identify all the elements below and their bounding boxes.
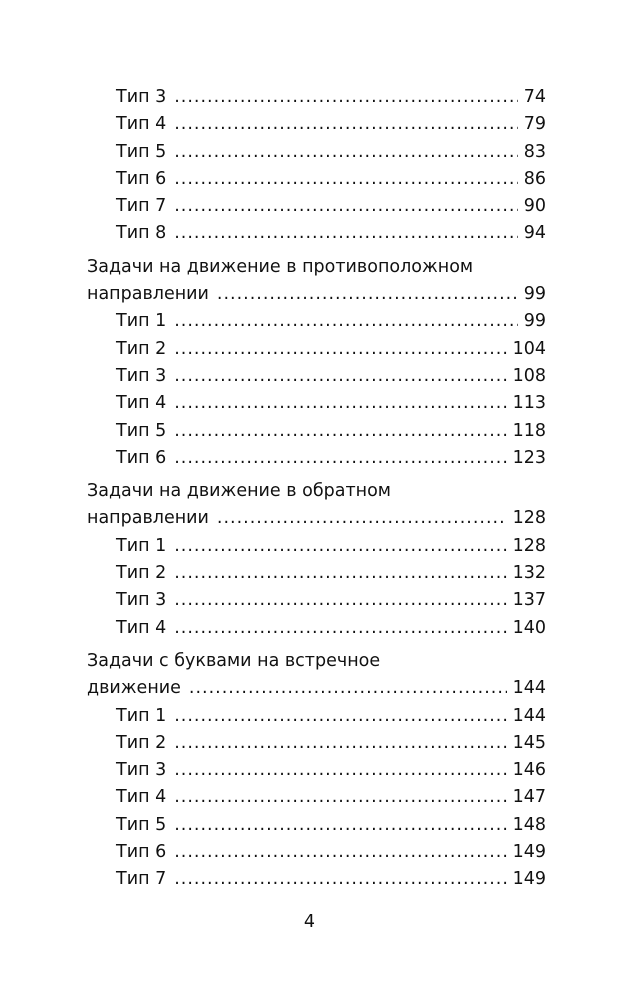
toc-entry-label: Тип 6	[116, 447, 167, 468]
toc-entry	[87, 418, 546, 445]
toc-entry	[87, 166, 546, 193]
toc-entry-page: 149	[512, 842, 546, 863]
toc-entry	[87, 730, 546, 757]
toc-section-heading-line	[87, 281, 546, 308]
toc-entry	[87, 390, 546, 417]
toc-entry	[87, 111, 546, 138]
toc-entry-label: Тип 3	[116, 365, 167, 386]
leader-dots	[189, 675, 507, 702]
toc-entry-page: 137	[512, 590, 546, 611]
leader-dots	[174, 533, 506, 560]
toc-entry	[87, 703, 546, 730]
toc-entry-label: Тип 5	[116, 814, 167, 835]
toc-entry-page: 83	[523, 141, 546, 162]
leader-dots	[174, 363, 506, 390]
leader-dots	[174, 703, 506, 730]
toc-entry-label: Тип 3	[116, 760, 167, 781]
toc-entry-label: Тип 3	[116, 87, 167, 107]
leader-dots	[174, 111, 518, 138]
toc-entry	[87, 560, 546, 587]
toc-entry-label: Тип 7	[116, 869, 167, 890]
toc-entry-page: 74	[523, 87, 546, 107]
toc-entry-page: 128	[512, 535, 546, 556]
toc-entry	[87, 139, 546, 166]
toc-entry-page: 132	[512, 563, 546, 584]
toc-entry-page: 118	[512, 420, 546, 441]
leader-dots	[174, 560, 506, 587]
toc-entry-label: Тип 4	[116, 617, 167, 638]
leader-dots	[174, 730, 506, 757]
leader-dots	[174, 418, 506, 445]
toc-entry-label: Тип 2	[116, 563, 167, 584]
toc-section-opposite-direction	[87, 254, 546, 472]
toc-entry-page: 104	[512, 338, 546, 359]
toc-entry-label: Тип 4	[116, 787, 167, 808]
toc-section-letters-oncoming	[87, 648, 546, 894]
toc-entry	[87, 866, 546, 893]
toc-section-reverse-direction	[87, 478, 546, 642]
toc-section-heading-line	[87, 505, 546, 532]
leader-dots	[174, 587, 506, 614]
toc-entry-page: 140	[512, 617, 546, 638]
leader-dots	[174, 139, 518, 166]
leader-dots	[174, 812, 506, 839]
toc-entry-label: Тип 7	[116, 196, 167, 217]
toc-entry-page: 149	[512, 869, 546, 890]
toc-entry-label: Тип 8	[116, 223, 167, 244]
toc-section-page: 144	[512, 678, 546, 699]
leader-dots	[174, 193, 518, 220]
leader-dots	[217, 505, 507, 532]
leader-dots	[174, 336, 506, 363]
toc-entry-page: 147	[512, 787, 546, 808]
toc-entry-label: Тип 5	[116, 420, 167, 441]
toc-entry-label: Тип 4	[116, 393, 167, 414]
toc-entry-page: 148	[512, 814, 546, 835]
toc-entry-label: Тип 1	[116, 535, 167, 556]
toc-entry	[87, 84, 546, 111]
toc-entry-label: Тип 6	[116, 168, 167, 189]
leader-dots	[174, 615, 506, 642]
leader-dots	[174, 166, 518, 193]
toc-section-page: 128	[512, 508, 546, 529]
toc-entry	[87, 533, 546, 560]
toc-entry-label: Тип 3	[116, 590, 167, 611]
toc-entry-page: 108	[512, 365, 546, 386]
toc-entry	[87, 839, 546, 866]
toc-entry	[87, 220, 546, 247]
toc-section-heading: Задачи с буквами на встречное	[87, 650, 381, 671]
leader-dots	[174, 220, 518, 247]
toc-section-heading: Задачи на движение в обратном	[87, 481, 391, 502]
toc-entry-page: 123	[512, 447, 546, 468]
toc-entry-label: Тип 1	[116, 705, 167, 726]
leader-dots	[174, 784, 506, 811]
toc-entry-label: Тип 2	[116, 338, 167, 359]
toc-entry-page: 144	[512, 705, 546, 726]
toc-entry	[87, 615, 546, 642]
toc-entry	[87, 336, 546, 363]
leader-dots	[174, 390, 506, 417]
toc-entry-label: Тип 4	[116, 114, 167, 135]
leader-dots	[174, 866, 506, 893]
toc-entry-page: 94	[523, 223, 546, 244]
toc-entry	[87, 445, 546, 472]
toc-entry	[87, 193, 546, 220]
toc-entry-page: 113	[512, 393, 546, 414]
toc-entry-page: 90	[523, 196, 546, 217]
toc-entry-page: 86	[523, 168, 546, 189]
page-number: 4	[303, 912, 316, 932]
leader-dots	[217, 281, 518, 308]
toc-entry	[87, 784, 546, 811]
toc-section-heading: Задачи на движение в противоположном	[87, 256, 474, 277]
toc-entry-page: 146	[512, 760, 546, 781]
toc-entry	[87, 812, 546, 839]
toc-section-heading-cont: направлении	[87, 284, 209, 305]
toc-continued-entries	[87, 84, 546, 248]
toc-entry	[87, 587, 546, 614]
toc-section-heading-cont: направлении	[87, 508, 209, 529]
toc-entry	[87, 757, 546, 784]
leader-dots	[174, 757, 506, 784]
leader-dots	[174, 839, 506, 866]
leader-dots	[174, 84, 518, 111]
toc-entry	[87, 363, 546, 390]
toc-section-heading-cont: движение	[87, 678, 181, 699]
toc-entry-label: Тип 2	[116, 732, 167, 753]
table-of-contents	[87, 84, 546, 894]
toc-section-heading-line	[87, 675, 546, 702]
toc-entry-page: 79	[523, 114, 546, 135]
toc-section-page: 99	[523, 284, 546, 305]
toc-entry-label: Тип 5	[116, 141, 167, 162]
toc-entry-page: 145	[512, 732, 546, 753]
toc-entry	[87, 308, 546, 335]
toc-entry-label: Тип 6	[116, 842, 167, 863]
leader-dots	[174, 445, 506, 472]
toc-entry-label: Тип 1	[116, 311, 167, 332]
toc-entry-page: 99	[523, 311, 546, 332]
leader-dots	[174, 308, 518, 335]
